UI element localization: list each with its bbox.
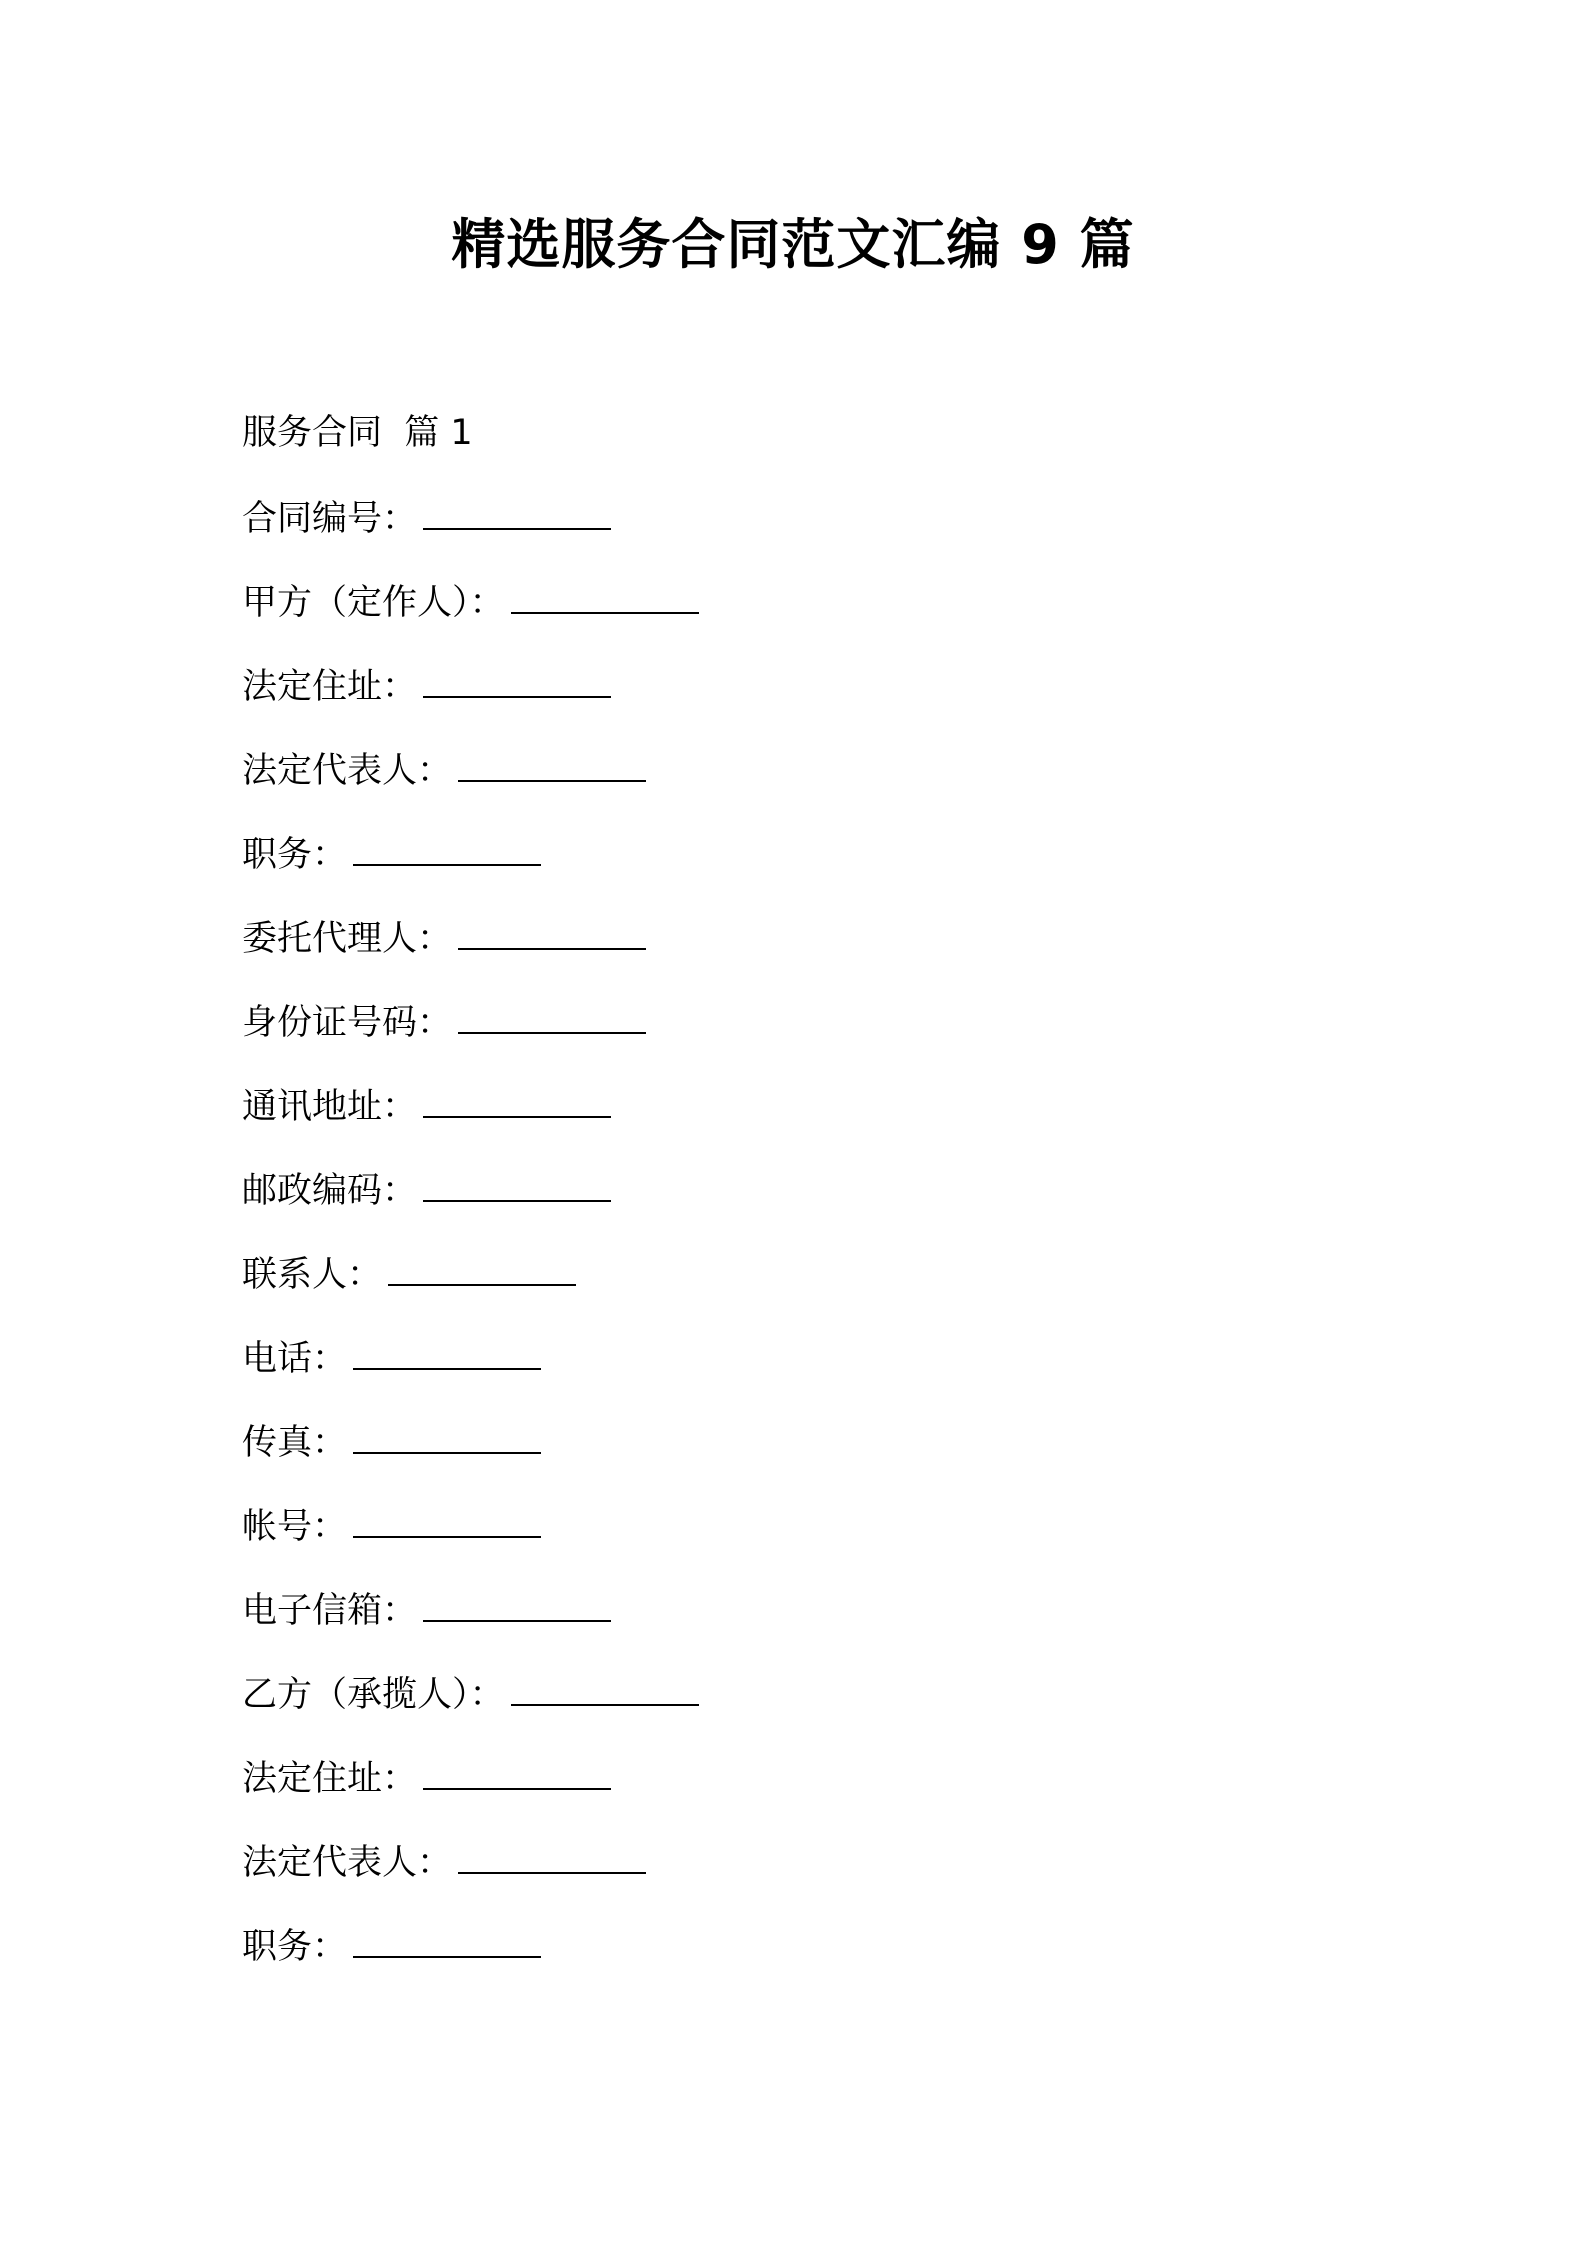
fill-in-blank [423, 492, 611, 530]
field-row [242, 828, 699, 912]
field-row [242, 1332, 699, 1416]
field-label: 传真： [242, 1423, 348, 1463]
fill-in-blank [353, 1416, 541, 1454]
section-heading: 服务合同 篇 1 [242, 413, 473, 453]
contract-field-list [242, 492, 699, 2004]
field-label: 通讯地址： [242, 1087, 418, 1127]
fill-in-blank [423, 660, 611, 698]
field-row [242, 1836, 699, 1920]
field-label: 委托代理人： [242, 919, 453, 959]
field-row [242, 1584, 699, 1668]
field-row [242, 1920, 699, 2004]
field-label: 法定住址： [242, 667, 418, 707]
fill-in-blank [423, 1752, 611, 1790]
document-title: 精选服务合同范文汇编 9 篇 [451, 213, 1135, 276]
field-label: 邮政编码： [242, 1171, 418, 1211]
field-label: 法定代表人： [242, 751, 453, 791]
field-label: 乙方（承揽人）： [242, 1675, 505, 1715]
fill-in-blank [458, 912, 646, 950]
field-label: 帐号： [242, 1507, 348, 1547]
field-row [242, 1080, 699, 1164]
field-row [242, 1500, 699, 1584]
fill-in-blank [353, 1920, 541, 1958]
field-row [242, 1668, 699, 1752]
fill-in-blank [423, 1080, 611, 1118]
field-row [242, 1248, 699, 1332]
field-row [242, 1416, 699, 1500]
field-label: 职务： [242, 1927, 348, 1967]
field-row [242, 576, 699, 660]
field-label: 法定住址： [242, 1759, 418, 1799]
fill-in-blank [388, 1248, 576, 1286]
fill-in-blank [423, 1584, 611, 1622]
fill-in-blank [511, 576, 699, 614]
field-row [242, 1164, 699, 1248]
field-label: 电话： [242, 1339, 348, 1379]
fill-in-blank [353, 1500, 541, 1538]
field-label: 法定代表人： [242, 1843, 453, 1883]
field-label: 合同编号： [242, 499, 418, 539]
field-row [242, 996, 699, 1080]
fill-in-blank [458, 996, 646, 1034]
field-label: 身份证号码： [242, 1003, 453, 1043]
field-row [242, 1752, 699, 1836]
fill-in-blank [458, 1836, 646, 1874]
field-row [242, 660, 699, 744]
field-label: 甲方（定作人）： [242, 583, 505, 623]
fill-in-blank [511, 1668, 699, 1706]
fill-in-blank [353, 1332, 541, 1370]
field-label: 电子信箱： [242, 1591, 418, 1631]
fill-in-blank [458, 744, 646, 782]
fill-in-blank [423, 1164, 611, 1202]
field-label: 职务： [242, 835, 348, 875]
field-row [242, 912, 699, 996]
fill-in-blank [353, 828, 541, 866]
field-row [242, 492, 699, 576]
field-label: 联系人： [242, 1255, 383, 1295]
field-row [242, 744, 699, 828]
